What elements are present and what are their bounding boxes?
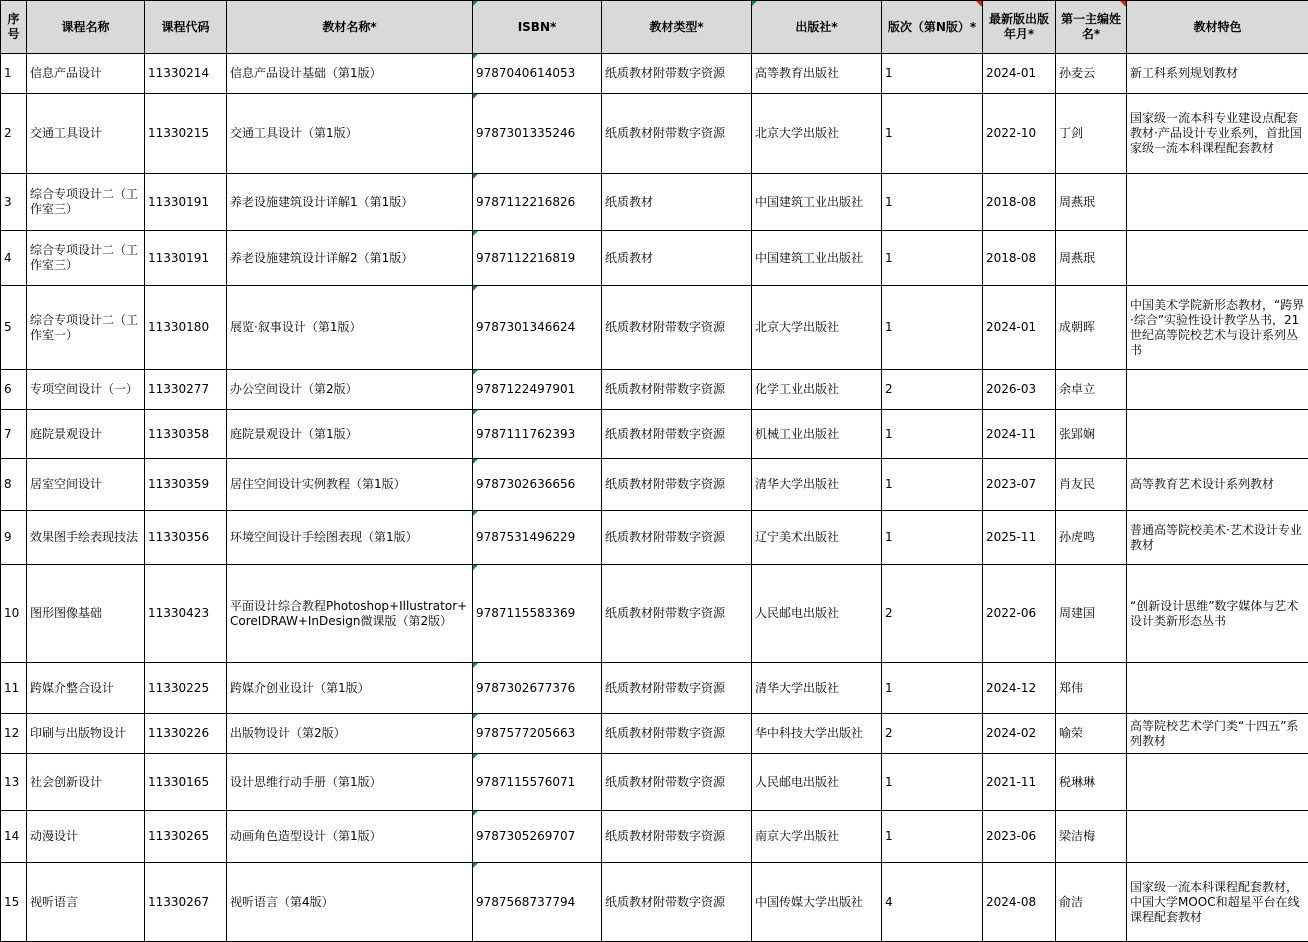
cell-feature[interactable] xyxy=(1127,754,1308,811)
header-publisher[interactable]: 出版社* xyxy=(752,1,882,54)
cell-course-name[interactable]: 效果图手绘表现技法 xyxy=(27,511,145,565)
cell-publisher[interactable]: 南京大学出版社 xyxy=(752,811,882,863)
cell-publish-date[interactable]: 2024-02 xyxy=(983,714,1056,754)
cell-publisher[interactable]: 清华大学出版社 xyxy=(752,459,882,511)
cell-isbn[interactable]: 9787111762393 xyxy=(473,410,602,459)
cell-edition[interactable]: 2 xyxy=(882,714,983,754)
cell-publish-date[interactable]: 2024-08 xyxy=(983,863,1056,942)
cell-feature[interactable] xyxy=(1127,174,1308,231)
cell-textbook-name[interactable]: 出版物设计（第2版） xyxy=(227,714,473,754)
cell-editor[interactable]: 余卓立 xyxy=(1056,370,1127,410)
cell-isbn[interactable]: 9787301335246 xyxy=(473,94,602,174)
cell-editor[interactable]: 周燕珉 xyxy=(1056,231,1127,286)
cell-seq[interactable]: 14 xyxy=(1,811,27,863)
cell-editor[interactable]: 孙麦云 xyxy=(1056,54,1127,94)
header-seq[interactable]: 序号 xyxy=(1,1,27,54)
table-row xyxy=(1,231,1308,286)
table-row xyxy=(1,754,1308,811)
cell-feature[interactable]: 高等教育艺术设计系列教材 xyxy=(1127,459,1308,511)
cell-textbook-name[interactable]: 办公空间设计（第2版） xyxy=(227,370,473,410)
cell-editor[interactable]: 梁洁梅 xyxy=(1056,811,1127,863)
cell-publisher[interactable]: 辽宁美术出版社 xyxy=(752,511,882,565)
cell-feature[interactable] xyxy=(1127,811,1308,863)
cell-publisher[interactable]: 机械工业出版社 xyxy=(752,410,882,459)
cell-textbook-type[interactable]: 纸质教材附带数字资源 xyxy=(602,370,752,410)
cell-seq[interactable]: 6 xyxy=(1,370,27,410)
cell-isbn[interactable]: 9787568737794 xyxy=(473,863,602,942)
cell-publish-date[interactable]: 2024-01 xyxy=(983,286,1056,370)
cell-seq[interactable]: 5 xyxy=(1,286,27,370)
cell-textbook-name[interactable]: 视听语言（第4版） xyxy=(227,863,473,942)
table-row xyxy=(1,286,1308,370)
cell-textbook-name[interactable]: 平面设计综合教程Photoshop+Illustrator+CoreIDRAW+InDesign微课版（第2版） xyxy=(227,565,473,663)
cell-isbn[interactable]: 9787115583369 xyxy=(473,565,602,663)
header-isbn[interactable]: ISBN* xyxy=(473,1,602,54)
cell-course-code[interactable]: 11330423 xyxy=(145,565,227,663)
cell-course-name[interactable]: 综合专项设计二（工作室三） xyxy=(27,174,145,231)
cell-course-name[interactable]: 动漫设计 xyxy=(27,811,145,863)
cell-edition[interactable]: 1 xyxy=(882,754,983,811)
cell-feature[interactable] xyxy=(1127,663,1308,714)
cell-seq[interactable]: 7 xyxy=(1,410,27,459)
cell-publisher[interactable]: 清华大学出版社 xyxy=(752,663,882,714)
cell-feature[interactable]: 普通高等院校美术·艺术设计专业教材 xyxy=(1127,511,1308,565)
cell-edition[interactable]: 1 xyxy=(882,663,983,714)
cell-publish-date[interactable]: 2023-07 xyxy=(983,459,1056,511)
cell-editor[interactable]: 孙虎鸣 xyxy=(1056,511,1127,565)
cell-publish-date[interactable]: 2023-06 xyxy=(983,811,1056,863)
cell-feature[interactable] xyxy=(1127,370,1308,410)
cell-seq[interactable]: 2 xyxy=(1,94,27,174)
cell-publish-date[interactable]: 2018-08 xyxy=(983,231,1056,286)
cell-isbn[interactable]: 9787115576071 xyxy=(473,754,602,811)
cell-edition[interactable]: 1 xyxy=(882,54,983,94)
cell-course-code[interactable]: 11330359 xyxy=(145,459,227,511)
table-row xyxy=(1,565,1308,663)
cell-editor[interactable]: 肖友民 xyxy=(1056,459,1127,511)
cell-textbook-name[interactable]: 居住空间设计实例教程（第1版） xyxy=(227,459,473,511)
cell-textbook-name[interactable]: 展览·叙事设计（第1版） xyxy=(227,286,473,370)
cell-publish-date[interactable]: 2024-11 xyxy=(983,410,1056,459)
cell-course-name[interactable]: 信息产品设计 xyxy=(27,54,145,94)
cell-course-code[interactable]: 11330191 xyxy=(145,231,227,286)
table-row xyxy=(1,410,1308,459)
cell-edition[interactable]: 1 xyxy=(882,174,983,231)
cell-seq[interactable]: 4 xyxy=(1,231,27,286)
cell-isbn[interactable]: 9787122497901 xyxy=(473,370,602,410)
cell-publisher[interactable]: 北京大学出版社 xyxy=(752,94,882,174)
cell-textbook-type[interactable]: 纸质教材附带数字资源 xyxy=(602,511,752,565)
cell-textbook-type[interactable]: 纸质教材附带数字资源 xyxy=(602,54,752,94)
cell-textbook-name[interactable]: 信息产品设计基础（第1版） xyxy=(227,54,473,94)
header-publish-date[interactable]: 最新版出版年月* xyxy=(983,1,1056,54)
table-row xyxy=(1,94,1308,174)
cell-publisher[interactable]: 人民邮电出版社 xyxy=(752,754,882,811)
cell-course-name[interactable]: 综合专项设计二（工作室一） xyxy=(27,286,145,370)
cell-feature[interactable] xyxy=(1127,410,1308,459)
cell-textbook-name[interactable]: 养老设施建筑设计详解1（第1版） xyxy=(227,174,473,231)
cell-publisher[interactable]: 化学工业出版社 xyxy=(752,370,882,410)
cell-editor[interactable]: 俞洁 xyxy=(1056,863,1127,942)
cell-seq[interactable]: 13 xyxy=(1,754,27,811)
cell-isbn[interactable]: 9787302636656 xyxy=(473,459,602,511)
cell-publish-date[interactable]: 2022-10 xyxy=(983,94,1056,174)
cell-feature[interactable]: “创新设计思维”数字媒体与艺术设计类新形态丛书 xyxy=(1127,565,1308,663)
cell-publisher[interactable]: 中国建筑工业出版社 xyxy=(752,231,882,286)
cell-feature[interactable] xyxy=(1127,231,1308,286)
cell-textbook-type[interactable]: 纸质教材附带数字资源 xyxy=(602,410,752,459)
cell-seq[interactable]: 11 xyxy=(1,663,27,714)
cell-textbook-type[interactable]: 纸质教材 xyxy=(602,174,752,231)
cell-editor[interactable]: 税琳琳 xyxy=(1056,754,1127,811)
cell-seq[interactable]: 8 xyxy=(1,459,27,511)
cell-seq[interactable]: 1 xyxy=(1,54,27,94)
cell-publish-date[interactable]: 2022-06 xyxy=(983,565,1056,663)
cell-publisher[interactable]: 人民邮电出版社 xyxy=(752,565,882,663)
cell-textbook-type[interactable]: 纸质教材附带数字资源 xyxy=(602,663,752,714)
table-row xyxy=(1,714,1308,754)
cell-seq[interactable]: 15 xyxy=(1,863,27,942)
cell-publisher[interactable]: 华中科技大学出版社 xyxy=(752,714,882,754)
cell-course-name[interactable]: 居室空间设计 xyxy=(27,459,145,511)
cell-edition[interactable]: 1 xyxy=(882,811,983,863)
cell-course-name[interactable]: 庭院景观设计 xyxy=(27,410,145,459)
header-textbook-type[interactable]: 教材类型* xyxy=(602,1,752,54)
cell-edition[interactable]: 1 xyxy=(882,511,983,565)
cell-editor[interactable]: 周燕珉 xyxy=(1056,174,1127,231)
cell-course-code[interactable]: 11330356 xyxy=(145,511,227,565)
cell-edition[interactable]: 1 xyxy=(882,94,983,174)
header-course-code[interactable]: 课程代码 xyxy=(145,1,227,54)
table-row xyxy=(1,811,1308,863)
cell-editor[interactable]: 周建国 xyxy=(1056,565,1127,663)
table-row xyxy=(1,370,1308,410)
cell-publisher[interactable]: 中国建筑工业出版社 xyxy=(752,174,882,231)
cell-isbn[interactable]: 9787302677376 xyxy=(473,663,602,714)
header-editor[interactable]: 第一主编姓名* xyxy=(1056,1,1127,54)
cell-textbook-name[interactable]: 设计思维行动手册（第1版） xyxy=(227,754,473,811)
cell-edition[interactable]: 4 xyxy=(882,863,983,942)
cell-seq[interactable]: 9 xyxy=(1,511,27,565)
cell-edition[interactable]: 2 xyxy=(882,370,983,410)
cell-isbn[interactable]: 9787305269707 xyxy=(473,811,602,863)
table-row xyxy=(1,663,1308,714)
cell-editor[interactable]: 丁剑 xyxy=(1056,94,1127,174)
cell-edition[interactable]: 1 xyxy=(882,459,983,511)
cell-course-code[interactable]: 11330165 xyxy=(145,754,227,811)
header-textbook-name[interactable]: 教材名称* xyxy=(227,1,473,54)
cell-textbook-type[interactable]: 纸质教材附带数字资源 xyxy=(602,565,752,663)
cell-isbn[interactable]: 9787112216819 xyxy=(473,231,602,286)
cell-editor[interactable]: 成朝晖 xyxy=(1056,286,1127,370)
cell-editor[interactable]: 郑伟 xyxy=(1056,663,1127,714)
cell-textbook-name[interactable]: 养老设施建筑设计详解2（第1版） xyxy=(227,231,473,286)
cell-seq[interactable]: 3 xyxy=(1,174,27,231)
cell-textbook-name[interactable]: 庭院景观设计（第1版） xyxy=(227,410,473,459)
cell-course-name[interactable]: 交通工具设计 xyxy=(27,94,145,174)
table-row xyxy=(1,174,1308,231)
cell-publisher[interactable]: 北京大学出版社 xyxy=(752,286,882,370)
cell-course-code[interactable]: 11330215 xyxy=(145,94,227,174)
cell-feature[interactable]: 中国美术学院新形态教材，“跨界·综合”实验性设计教学丛书，21世纪高等院校艺术与设计系列丛书 xyxy=(1127,286,1308,370)
cell-publisher[interactable]: 中国传媒大学出版社 xyxy=(752,863,882,942)
cell-textbook-name[interactable]: 动画角色造型设计（第1版） xyxy=(227,811,473,863)
header-row xyxy=(1,1,1308,54)
cell-course-code[interactable]: 11330358 xyxy=(145,410,227,459)
table-row xyxy=(1,863,1308,942)
cell-editor[interactable]: 喻荣 xyxy=(1056,714,1127,754)
cell-isbn[interactable]: 9787577205663 xyxy=(473,714,602,754)
cell-feature[interactable]: 国家级一流本科课程配套教材，中国大学MOOC和超星平台在线课程配套教材 xyxy=(1127,863,1308,942)
cell-isbn[interactable]: 9787112216826 xyxy=(473,174,602,231)
cell-textbook-name[interactable]: 交通工具设计（第1版） xyxy=(227,94,473,174)
header-edition[interactable]: 版次（第N版）* xyxy=(882,1,983,54)
cell-isbn[interactable]: 9787040614053 xyxy=(473,54,602,94)
table-row xyxy=(1,511,1308,565)
cell-course-name[interactable]: 社会创新设计 xyxy=(27,754,145,811)
cell-publish-date[interactable]: 2024-12 xyxy=(983,663,1056,714)
cell-publish-date[interactable]: 2018-08 xyxy=(983,174,1056,231)
cell-course-code[interactable]: 11330180 xyxy=(145,286,227,370)
cell-seq[interactable]: 12 xyxy=(1,714,27,754)
cell-course-code[interactable]: 11330226 xyxy=(145,714,227,754)
cell-textbook-type[interactable]: 纸质教材附带数字资源 xyxy=(602,286,752,370)
cell-course-code[interactable]: 11330267 xyxy=(145,863,227,942)
cell-publish-date[interactable]: 2025-11 xyxy=(983,511,1056,565)
cell-edition[interactable]: 1 xyxy=(882,231,983,286)
table-row xyxy=(1,54,1308,94)
cell-textbook-type[interactable]: 纸质教材附带数字资源 xyxy=(602,459,752,511)
cell-editor[interactable]: 张郢娴 xyxy=(1056,410,1127,459)
header-course-name[interactable]: 课程名称 xyxy=(27,1,145,54)
cell-publish-date[interactable]: 2024-01 xyxy=(983,54,1056,94)
cell-seq[interactable]: 10 xyxy=(1,565,27,663)
cell-publish-date[interactable]: 2021-11 xyxy=(983,754,1056,811)
cell-course-name[interactable]: 专项空间设计（一） xyxy=(27,370,145,410)
cell-course-code[interactable]: 11330214 xyxy=(145,54,227,94)
cell-textbook-type[interactable]: 纸质教材附带数字资源 xyxy=(602,94,752,174)
cell-textbook-type[interactable]: 纸质教材附带数字资源 xyxy=(602,811,752,863)
cell-feature[interactable]: 新工科系列规划教材 xyxy=(1127,54,1308,94)
cell-textbook-name[interactable]: 环境空间设计手绘图表现（第1版） xyxy=(227,511,473,565)
cell-textbook-type[interactable]: 纸质教材附带数字资源 xyxy=(602,863,752,942)
header-feature[interactable]: 教材特色 xyxy=(1127,1,1308,54)
table-row xyxy=(1,459,1308,511)
cell-edition[interactable]: 2 xyxy=(882,565,983,663)
cell-isbn[interactable]: 9787531496229 xyxy=(473,511,602,565)
cell-edition[interactable]: 1 xyxy=(882,286,983,370)
cell-course-code[interactable]: 11330265 xyxy=(145,811,227,863)
cell-course-name[interactable]: 印刷与出版物设计 xyxy=(27,714,145,754)
cell-edition[interactable]: 1 xyxy=(882,410,983,459)
cell-textbook-type[interactable]: 纸质教材附带数字资源 xyxy=(602,754,752,811)
cell-publisher[interactable]: 高等教育出版社 xyxy=(752,54,882,94)
cell-publish-date[interactable]: 2026-03 xyxy=(983,370,1056,410)
cell-textbook-name[interactable]: 跨媒介创业设计（第1版） xyxy=(227,663,473,714)
cell-course-code[interactable]: 11330225 xyxy=(145,663,227,714)
cell-course-name[interactable]: 综合专项设计二（工作室三） xyxy=(27,231,145,286)
cell-course-code[interactable]: 11330277 xyxy=(145,370,227,410)
cell-feature[interactable]: 国家级一流本科专业建设点配套教材·产品设计专业系列，首批国家级一流本科课程配套教材 xyxy=(1127,94,1308,174)
cell-textbook-type[interactable]: 纸质教材附带数字资源 xyxy=(602,714,752,754)
cell-course-name[interactable]: 跨媒介整合设计 xyxy=(27,663,145,714)
cell-course-code[interactable]: 11330191 xyxy=(145,174,227,231)
cell-course-name[interactable]: 图形图像基础 xyxy=(27,565,145,663)
cell-feature[interactable]: 高等院校艺术学门类“十四五”系列教材 xyxy=(1127,714,1308,754)
cell-course-name[interactable]: 视听语言 xyxy=(27,863,145,942)
cell-textbook-type[interactable]: 纸质教材 xyxy=(602,231,752,286)
cell-isbn[interactable]: 9787301346624 xyxy=(473,286,602,370)
